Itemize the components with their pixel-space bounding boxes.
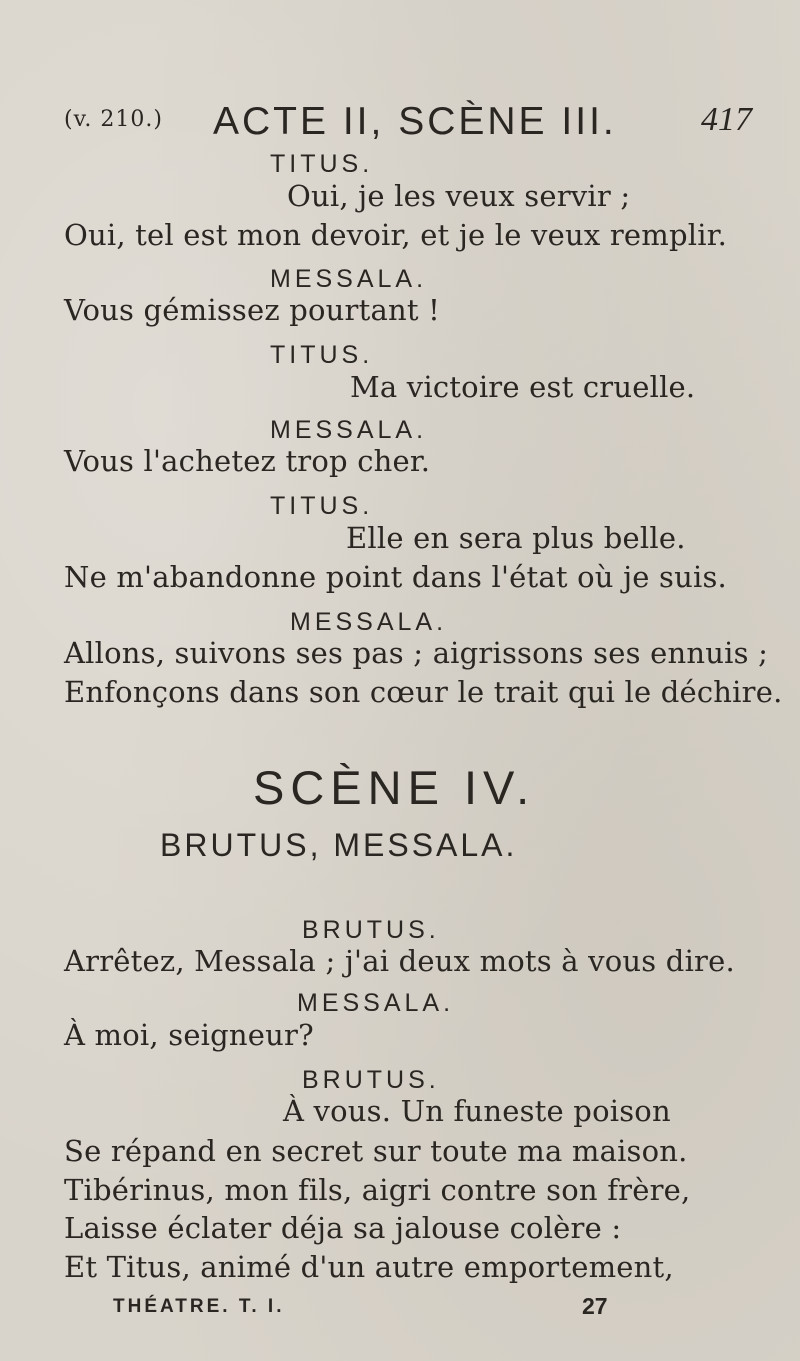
speaker-label: MESSALA. xyxy=(270,265,428,294)
speaker-label: MESSALA. xyxy=(297,989,455,1018)
verse-line: Vous gémissez pourtant ! xyxy=(64,292,440,327)
verse-line: Et Titus, animé d'un autre emportement, xyxy=(64,1250,674,1285)
verse-line: Laisse éclater déja sa jalouse colère : xyxy=(64,1211,622,1246)
verse-line: Arrêtez, Messala ; j'ai deux mots à vous dire. xyxy=(64,943,735,978)
footer-book-title: THÉATRE. T. I. xyxy=(113,1296,285,1318)
verse-line: Enfonçons dans son cœur le trait qui le déchire. xyxy=(64,674,783,709)
verse-line: Vous l'achetez trop cher. xyxy=(64,443,431,478)
verse-line: À vous. Un funeste poison xyxy=(283,1094,671,1129)
speaker-label: TITUS. xyxy=(270,492,374,521)
verse-line: Tibérinus, mon fils, aigri contre son frère, xyxy=(64,1172,691,1207)
header-verse-ref: (v. 210.) xyxy=(64,106,163,132)
speaker-label: BRUTUS. xyxy=(302,915,440,944)
page-number: 417 xyxy=(701,101,752,139)
verse-line: Ne m'abandonne point dans l'état où je suis. xyxy=(64,560,727,595)
speaker-label: MESSALA. xyxy=(290,607,448,636)
verse-line: Oui, tel est mon devoir, et je le veux remplir. xyxy=(64,218,727,253)
header-title: ACTE II, SCÈNE III. xyxy=(213,99,617,143)
footer-signature: 27 xyxy=(582,1292,608,1319)
scene-characters: BRUTUS, MESSALA. xyxy=(160,826,518,863)
scene-title: SCÈNE IV. xyxy=(253,760,536,814)
verse-line: À moi, seigneur? xyxy=(64,1018,314,1053)
verse-line: Elle en sera plus belle. xyxy=(346,520,686,555)
speaker-label: MESSALA. xyxy=(270,416,428,445)
speaker-label: BRUTUS. xyxy=(302,1065,440,1094)
verse-line: Ma victoire est cruelle. xyxy=(350,369,696,404)
speaker-label: TITUS. xyxy=(270,150,374,179)
verse-line: Oui, je les veux servir ; xyxy=(287,178,631,213)
verse-line: Allons, suivons ses pas ; aigrissons ses ennuis ; xyxy=(64,636,769,671)
verse-line: Se répand en secret sur toute ma maison. xyxy=(64,1133,688,1168)
speaker-label: TITUS. xyxy=(270,341,374,370)
